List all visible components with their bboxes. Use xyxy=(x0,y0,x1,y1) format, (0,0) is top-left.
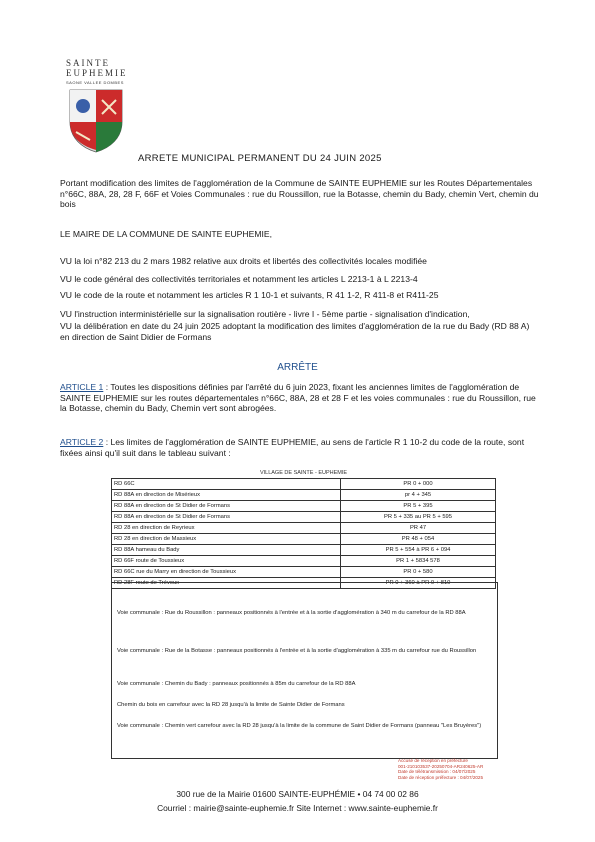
route-cell: RD 28 en direction de Massieux xyxy=(112,534,341,545)
route-cell: RD 28 en direction de Reyrieux xyxy=(112,523,341,534)
voie-item: Voie communale : Rue de la Botasse : panneaux positionnés à l'entrée et à la sortie d'agglomération à 335 m du carrefour rue du Roussillon xyxy=(117,648,477,654)
limits-table xyxy=(111,478,496,589)
pr-cell: PR 5 + 395 xyxy=(341,501,496,512)
vu-item: VU le code général des collectivités territoriales et notamment les articles L 2213-1 à L 2213-4 xyxy=(60,274,418,284)
article-1 xyxy=(60,382,540,414)
table-row xyxy=(112,534,496,545)
table-caption: VILLAGE DE SAINTE - EUPHEMIE xyxy=(259,470,348,476)
route-cell: RD 88A hameau du Bady xyxy=(112,545,341,556)
table-row xyxy=(112,479,496,490)
article-1-text: : Toutes les dispositions définies par l'arrêté du 6 juin 2023, fixant les anciennes limites de l'agglomération de SAINTE EUPHEMIE sur les routes départementales n°66C, 88A, 28 et 28 F et les voies communales : rue du Roussillon, rue la Botasse, chemin du Bady, Chemin vert sont abrogées. xyxy=(60,382,536,413)
voie-item: Voie communale : Rue du Roussillon : panneaux positionnés à l'entrée et à la sortie d'agglomération à 340 m du carrefour de la RD 88A xyxy=(117,610,466,616)
pr-cell: PR 0 + 000 xyxy=(341,479,496,490)
route-cell: RD 88A en direction de St Didier de Formans xyxy=(112,501,341,512)
footer-contact: Courriel : mairie@sainte-euphemie.fr Site Internet : www.sainte-euphemie.fr xyxy=(157,803,438,813)
receipt-line: 001-210103537-20250704-AR240625-AR xyxy=(398,763,484,769)
table-row xyxy=(112,567,496,578)
table-row xyxy=(112,545,496,556)
pr-cell: PR 48 + 054 xyxy=(341,534,496,545)
table-row xyxy=(112,501,496,512)
route-cell: RD 28F route de Trévoux xyxy=(112,578,341,589)
receipt-line: Date de télétransmission : 04/07/2025 xyxy=(398,769,476,775)
coat-of-arms-logo xyxy=(66,88,126,154)
vu-item: VU la délibération en date du 24 juin 2025 adoptant la modification des limites d'agglomération de la rue du Bady (RD 88 A) en direction de Saint Didier de Formans xyxy=(60,321,530,342)
article-2 xyxy=(60,437,540,458)
voie-item: Voie communale : Chemin du Bady : panneaux positionnés à 85m du carrefour de la RD 88A xyxy=(117,681,356,687)
arrete-heading: ARRÊTE xyxy=(277,362,318,373)
pr-cell: PR 47 xyxy=(341,523,496,534)
vu-item: VU la loi n°82 213 du 2 mars 1982 relative aux droits et libertés des collectivités locales modifiée xyxy=(60,256,427,266)
pr-cell: PR 5 + 335 au PR 5 + 595 xyxy=(341,512,496,523)
article-2-text: : Les limites de l'agglomération de SAINTE EUPHEMIE, au sens de l'article R 1 10-2 du code de la route, sont fixées ainsi qu'il suit dans le tableau suivant : xyxy=(60,437,525,458)
mayor-heading: LE MAIRE DE LA COMMUNE DE SAINTE EUPHEMIE, xyxy=(60,229,273,239)
voie-item: Chemin du bois en carrefour avec la RD 28 jusqu'à la limite de Sainte Didier de Formans xyxy=(117,702,345,708)
route-cell: RD 66F route de Toussieux xyxy=(112,556,341,567)
table-row xyxy=(112,512,496,523)
pr-cell: PR 0 + 360 à PR 0 + 810 xyxy=(341,578,496,589)
logo-name-line2: EUPHEMIE xyxy=(66,68,128,78)
prefecture-receipt-stamp xyxy=(398,758,548,792)
voies-communales-box xyxy=(111,582,498,759)
pr-cell: PR 1 + 5834 578 xyxy=(341,556,496,567)
pr-cell: PR 0 + 580 xyxy=(341,567,496,578)
table-row xyxy=(112,556,496,567)
footer-address: 300 rue de la Mairie 01600 SAINTE-EUPHÉMIE • 04 74 00 02 86 xyxy=(176,789,419,799)
voie-item: Voie communale : Chemin vert carrefour avec la RD 28 jusqu'à la limite de la commune de Saint Didier de Formans (panneau "Les Bruyères") xyxy=(117,723,482,729)
route-cell: RD 88A en direction de St Didier de Formans xyxy=(112,512,341,523)
receipt-line: Accusé de réception en préfecture xyxy=(398,758,468,763)
route-cell: RD 66C xyxy=(112,479,341,490)
article-1-label: ARTICLE 1 xyxy=(60,382,104,392)
receipt-line: Date de réception préfecture : 04/07/2025 xyxy=(398,774,484,780)
table-row xyxy=(112,490,496,501)
document-title: ARRETE MUNICIPAL PERMANENT DU 24 JUIN 2025 xyxy=(138,153,382,164)
pr-cell: PR 5 + 554 à PR 6 + 094 xyxy=(341,545,496,556)
logo-name-line1: SAINTE xyxy=(66,58,110,68)
intro-paragraph: Portant modification des limites de l'agglomération de la Commune de SAINTE EUPHEMIE sur les Routes Départementales n°66C, 88A, 28, 28 F, 66F et Voies Communales : rue du Roussillon, rue la Botasse, chemin du Bady, chemin Vert, chemin du bois xyxy=(60,178,539,209)
table-row xyxy=(112,523,496,534)
article-2-label: ARTICLE 2 xyxy=(60,437,104,447)
pr-cell: pr 4 + 345 xyxy=(341,490,496,501)
vu-item: VU le code de la route et notamment les articles R 1 10-1 et suivants, R 41 1-2, R 411-8 et R411-25 xyxy=(60,290,439,300)
route-cell: RD 66C rue du Marry en direction de Toussieux xyxy=(112,567,341,578)
route-cell: RD 88A en direction de Misérieux xyxy=(112,490,341,501)
logo-tagline: SAONE VALLEE DOMBES xyxy=(66,80,124,85)
vu-item: VU l'instruction interministérielle sur la signalisation routière - livre I - 5ème partie - signalisation d'indication, xyxy=(60,309,470,319)
